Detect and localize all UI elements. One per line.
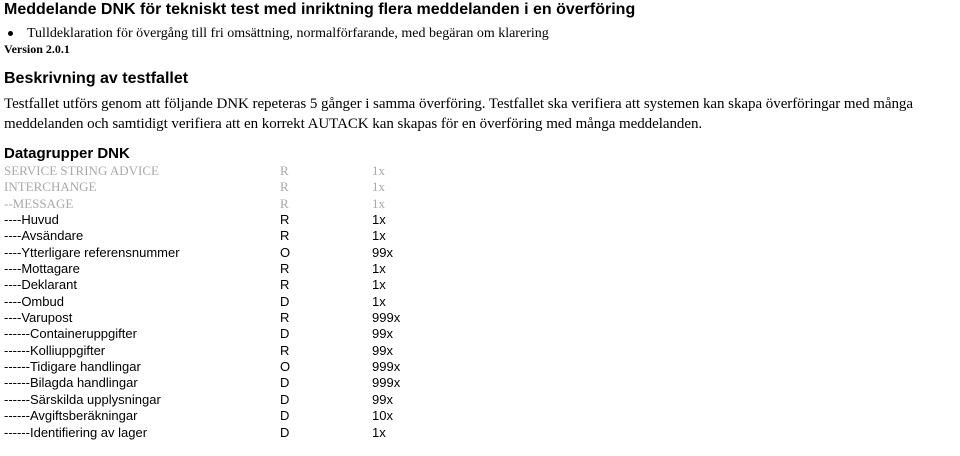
segment-status: D <box>280 326 290 342</box>
segment-status: D <box>280 408 290 424</box>
segment-name: ----Huvud <box>4 212 59 228</box>
segment-repetition: 1x <box>372 195 385 211</box>
datagroups-heading: Datagrupper DNK <box>4 145 130 162</box>
bullet-icon <box>8 31 13 36</box>
segment-status: R <box>280 163 289 178</box>
segment-name: ------Avgiftsberäkningar <box>4 408 138 424</box>
table-row <box>4 163 956 179</box>
segment-status: D <box>280 391 290 407</box>
bullet-text: Tulldeklaration för övergång till fri omsättning, normalförfarande, med begäran om klarering <box>27 26 549 41</box>
segment-repetition: 10x <box>372 408 393 424</box>
datagroups-table <box>4 163 956 441</box>
segment-status: D <box>280 375 290 391</box>
version-label: Version 2.0.1 <box>4 42 70 56</box>
segment-name: ------Kolliuppgifter <box>4 342 106 358</box>
segment-status: O <box>280 359 291 375</box>
table-row <box>4 261 956 277</box>
table-row <box>4 245 956 261</box>
description-paragraph: Testfallet utförs genom att följande DNK repeteras 5 gånger i samma överföring. Testfallet ska verifiera att systemen kan skapa överföringar med många meddelanden och samtidigt verifiera att en korrekt AUTACK kan skapas för en överföring med många meddelanden. <box>4 96 913 132</box>
segment-name: ----Deklarant <box>4 277 77 293</box>
table-row <box>4 326 956 342</box>
table-row <box>4 343 956 359</box>
table-row <box>4 359 956 375</box>
segment-repetition: 99x <box>372 342 393 358</box>
segment-name: ------Bilagda handlingar <box>4 375 138 391</box>
segment-repetition: 999x <box>372 310 401 326</box>
segment-repetition: 99x <box>372 244 393 260</box>
table-row <box>4 228 956 244</box>
segment-repetition: 99x <box>372 326 393 342</box>
segment-name: SERVICE STRING ADVICE <box>4 163 159 178</box>
segment-repetition: 1x <box>372 424 386 440</box>
segment-repetition: 1x <box>372 261 386 277</box>
segment-repetition: 1x <box>372 228 386 244</box>
segment-status: D <box>280 293 290 309</box>
segment-status: R <box>280 310 290 326</box>
segment-status: O <box>280 244 291 260</box>
segment-status: R <box>280 261 290 277</box>
segment-name: ------Särskilda upplysningar <box>4 391 161 407</box>
table-row <box>4 408 956 424</box>
segment-name: ------Containeruppgifter <box>4 326 137 342</box>
table-row <box>4 196 956 212</box>
segment-status: R <box>280 179 289 195</box>
segment-name: ----Avsändare <box>4 228 84 244</box>
segment-repetition: 1x <box>372 179 385 195</box>
segment-name: ----Mottagare <box>4 261 80 277</box>
description-heading: Beskrivning av testfallet <box>4 70 189 87</box>
table-row <box>4 294 956 310</box>
table-row <box>4 392 956 408</box>
segment-name: ----Varupost <box>4 310 73 326</box>
segment-status: R <box>280 342 290 358</box>
segment-status: D <box>280 424 290 440</box>
table-row <box>4 310 956 326</box>
table-row <box>4 375 956 391</box>
segment-name: --MESSAGE <box>4 195 74 211</box>
table-row <box>4 277 956 293</box>
segment-status: R <box>280 212 290 228</box>
segment-name: ------Identifiering av lager <box>4 424 148 440</box>
table-row <box>4 179 956 195</box>
segment-name: ----Ytterligare referensnummer <box>4 244 180 260</box>
document-title: Meddelande DNK för tekniskt test med inriktning flera meddelanden i en överföring <box>4 1 636 18</box>
segment-repetition: 99x <box>372 391 393 407</box>
segment-repetition: 999x <box>372 375 401 391</box>
segment-status: R <box>280 228 290 244</box>
segment-repetition: 1x <box>372 293 386 309</box>
segment-repetition: 1x <box>372 277 386 293</box>
segment-status: R <box>280 195 289 211</box>
document-page <box>4 0 956 441</box>
bullet-item <box>4 25 956 42</box>
segment-repetition: 1x <box>372 212 386 228</box>
table-row <box>4 425 956 441</box>
table-row <box>4 212 956 228</box>
segment-name: ------Tidigare handlingar <box>4 359 141 375</box>
segment-name: ----Ombud <box>4 293 64 309</box>
segment-repetition: 1x <box>372 163 385 178</box>
segment-name: INTERCHANGE <box>4 179 97 195</box>
segment-status: R <box>280 277 290 293</box>
segment-repetition: 999x <box>372 359 401 375</box>
